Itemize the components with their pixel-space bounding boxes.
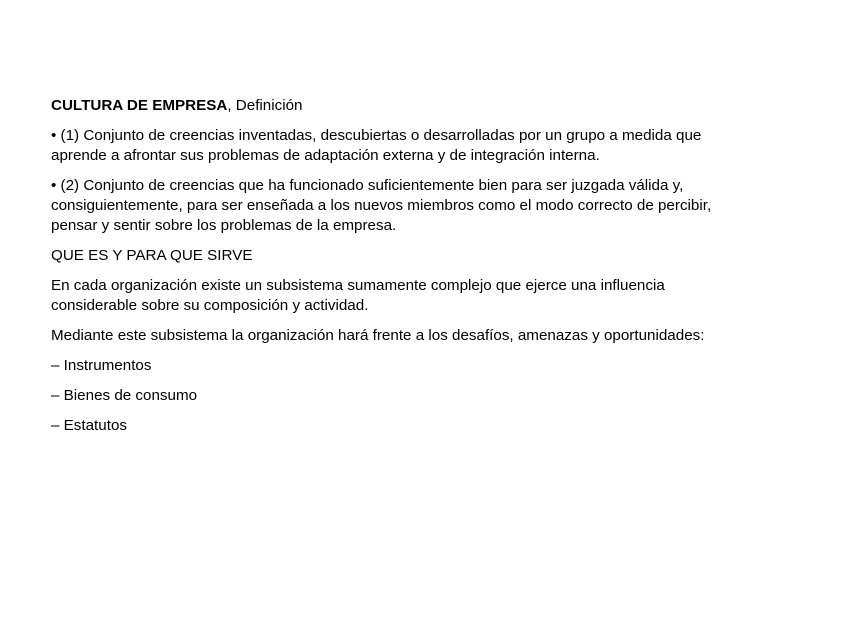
heading-rest-text: , Definición (227, 97, 303, 114)
paragraph-2: Mediante este subsistema la organización hará frente a los desafíos, amenazas y oportunidades: (51, 327, 705, 344)
heading-bold-text: CULTURA DE EMPRESA (51, 97, 228, 114)
list-item-instrumentos: – Instrumentos (51, 357, 152, 374)
definition-1: • (1) Conjunto de creencias inventadas, descubiertas o desarrolladas por un grupo a medida que aprende a afrontar sus problemas de adaptación externa y de integración interna. (51, 127, 702, 164)
section-title: QUE ES Y PARA QUE SIRVE (51, 247, 253, 264)
list-item-estatutos: – Estatutos (51, 417, 127, 434)
paragraph-1: En cada organización existe un subsistema sumamente complejo que ejerce una influencia considerable sobre su composición y actividad. (51, 277, 665, 314)
definition-2: • (2) Conjunto de creencias que ha funcionado suficientemente bien para ser juzgada válida y, consiguientemente, para ser enseñada a los nuevos miembros como el modo correcto de percibir, pensar y sentir sobre los problemas de la empresa. (51, 177, 712, 234)
document-heading (51, 96, 751, 116)
list-item-bienes-de-consumo: – Bienes de consumo (51, 387, 198, 404)
document-body (51, 96, 751, 446)
